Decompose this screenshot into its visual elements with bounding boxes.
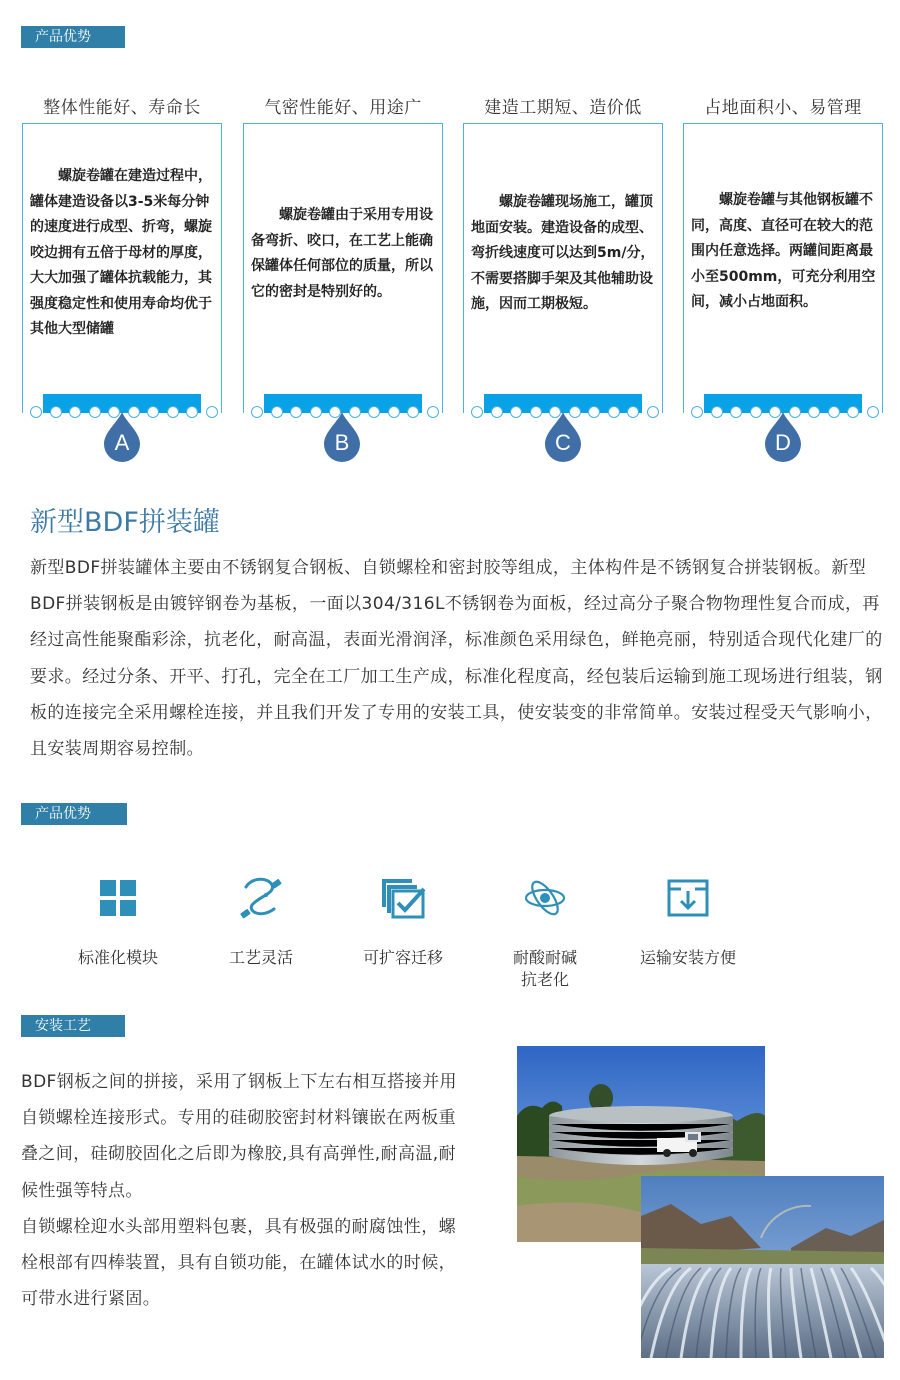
bdf-heading: 新型BDF拼装罐 (30, 507, 220, 538)
scallop-dot (867, 406, 879, 418)
scallop-dot (147, 406, 159, 418)
advantage-title-c: 建造工期短、造价低 (484, 98, 642, 118)
scallop-dot (530, 406, 542, 418)
installation-description (21, 1064, 471, 1317)
feature-easy-transport (613, 875, 763, 969)
feature-acid-alkali-resistant (470, 875, 620, 991)
checklist-icon (380, 875, 426, 921)
scallop-dot (206, 406, 218, 418)
scallop-dot (50, 406, 62, 418)
scallop-dot (407, 406, 419, 418)
drop-badge-c (543, 412, 583, 462)
advantage-title-a: 整体性能好、寿命长 (43, 98, 201, 118)
installation-para-2: 自锁螺栓迎水头部用塑料包裹，具有极强的耐腐蚀性，螺栓根部有四棒装置，具有自锁功能，在罐体试水的时候，可带水进行紧固。 (21, 1216, 456, 1310)
installation-para-1: BDF钢板之间的拼接，采用了钢板上下左右相互搭接并用自锁螺栓连接形式。专用的硅砌胶密封材料镶嵌在两板重叠之间，硅砌胶固化之后即为橡胶,具有高弹性,耐高温,耐候性强等特点。 (21, 1072, 457, 1201)
drop-letter: C (555, 430, 571, 455)
scallop-dot (627, 406, 639, 418)
scallop-dot (608, 406, 620, 418)
advantage-title-b: 气密性能好、用途广 (264, 98, 422, 118)
scallop-dot (30, 406, 42, 418)
scallop-dot (510, 406, 522, 418)
scallop-dot (251, 406, 263, 418)
scallop-dot (427, 406, 439, 418)
drop-badge-a (102, 412, 142, 462)
scallop-dot (750, 406, 762, 418)
scallop-dot (310, 406, 322, 418)
advantage-title-d: 占地面积小、易管理 (704, 98, 862, 118)
drop-badge-b (322, 412, 362, 462)
advantage-card-c (463, 123, 663, 413)
advantage-text-b: 螺旋卷罐由于采用专用设备弯折、咬口，在工艺上能确保罐体任何部位的质量，所以它的密封是特别好的。 (251, 207, 433, 300)
flexible-cable-icon (238, 875, 284, 921)
feature-label-line1: 耐酸耐碱 (512, 948, 577, 967)
feature-label: 可扩容迁移 (362, 948, 443, 967)
scallop-dot (186, 406, 198, 418)
feature-label: 工艺灵活 (228, 948, 293, 967)
scallop-dot (588, 406, 600, 418)
drop-letter: A (114, 430, 130, 455)
bdf-description: 新型BDF拼装罐体主要由不锈钢复合钢板、自锁螺栓和密封胶等组成，主体构件是不锈钢复合拼装钢板。新型BDF拼装钢板是由镀锌钢卷为基板，一面以304/316L不锈钢卷为面板，经过高分子聚合物物理性复合而成，再经过高性能聚酯彩涂，抗老化，耐高温，表面光滑润泽，标准颜色采用绿色，鲜艳亮丽，特别适合现代化建厂的要求。经过分条、开平、打孔，完全在工厂加工生产成，标准化程度高，经包装后运输到施工现场进行组装，钢板的连接完全采用螺栓连接，并且我们开发了专用的安装工具，使安装变的非常简单。安装过程受天气影响小，且安装周期容易控制。 (30, 558, 883, 760)
grid-modules-icon (95, 875, 141, 921)
scallop-dot (290, 406, 302, 418)
tank-interior-photo (641, 1176, 884, 1358)
drop-letter: B (334, 430, 350, 455)
section-tag-installation: 安装工艺 (21, 1015, 125, 1037)
advantage-text-a: 螺旋卷罐在建造过程中，罐体建造设备以3-5米每分钟的速度进行成型、折弯，螺旋咬边拥有五倍于母材的厚度，大大加强了罐体抗载能力，其强度稳定性和使用寿命均优于其他大型储罐 (30, 168, 212, 337)
advantage-card-a (22, 123, 222, 413)
advantage-text-d: 螺旋卷罐与其他钢板罐不同，高度、直径可在较大的范围内任意选择。两罐间距离最小至500mm，可充分利用空间，减小占地面积。 (691, 192, 876, 310)
feature-flexible-process (186, 875, 336, 969)
advantage-card-b (243, 123, 443, 413)
scallop-dot (828, 406, 840, 418)
scallop-dot (711, 406, 723, 418)
scallop-dot (847, 406, 859, 418)
feature-expandable (328, 875, 478, 969)
box-download-icon (665, 875, 711, 921)
tank-interior-image (641, 1176, 884, 1358)
scallop-dot (647, 406, 659, 418)
atom-eye-icon (522, 875, 568, 921)
section-tag-advantages-2: 产品优势 (21, 803, 127, 825)
scallop-dot (69, 406, 81, 418)
scallop-dot (271, 406, 283, 418)
scallop-dot (691, 406, 703, 418)
section-tag-advantages: 产品优势 (21, 26, 125, 48)
advantage-text-c: 螺旋卷罐现场施工，罐顶地面安装。建造设备的成型、弯折线速度可以达到5m/分，不需要搭脚手架及其他辅助设施，因而工期极短。 (471, 194, 655, 312)
scallop-dot (368, 406, 380, 418)
feature-label: 运输安装方便 (639, 948, 736, 967)
scallop-dot (730, 406, 742, 418)
feature-label (470, 947, 620, 991)
advantage-card-d (683, 123, 883, 413)
drop-badge-d (763, 412, 803, 462)
scallop-dot (808, 406, 820, 418)
feature-standard-module (43, 875, 193, 969)
feature-label-line2: 抗老化 (520, 970, 569, 989)
scallop-dot (491, 406, 503, 418)
drop-letter: D (775, 430, 791, 455)
scallop-dot (167, 406, 179, 418)
feature-label: 标准化模块 (77, 948, 158, 967)
scallop-dot (89, 406, 101, 418)
scallop-dot (388, 406, 400, 418)
scallop-dot (471, 406, 483, 418)
